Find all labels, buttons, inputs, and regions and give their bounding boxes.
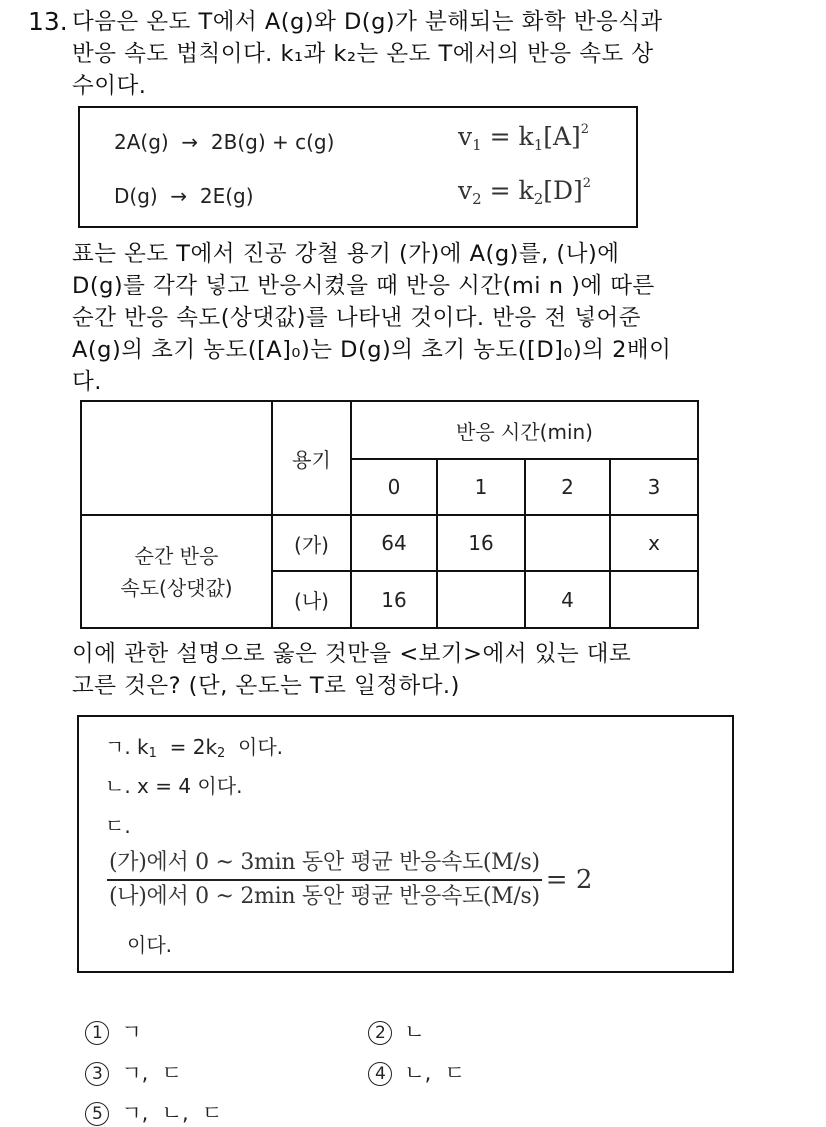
bogi-item-c-label: ㄷ. <box>105 814 131 838</box>
row-label-line: 속도(상댓값) <box>120 575 233 600</box>
table-corner-cell <box>81 401 272 515</box>
description-line: 다. <box>72 369 102 395</box>
rate-subscript: 2 <box>472 190 482 208</box>
choice-label: ㄱ, ㄷ <box>121 1061 182 1085</box>
table-description <box>72 238 671 398</box>
bogi-text: = 2k <box>156 735 218 759</box>
bogi-item-a <box>105 731 283 761</box>
equals-sign: = <box>489 122 511 151</box>
table-cell <box>610 571 698 628</box>
table-cell <box>437 571 525 628</box>
fraction-stack <box>107 848 542 912</box>
reaction-order: 2 <box>582 176 592 191</box>
rate-symbol: v <box>458 122 473 151</box>
concentration: [D] <box>543 176 583 205</box>
bogi-item-b: ㄴ. x = 4 이다. <box>105 774 243 798</box>
table-cell: 64 <box>351 515 437 571</box>
time-column-header: 1 <box>437 459 525 515</box>
choice-label: ㄱ <box>121 1020 142 1044</box>
rate-law-2 <box>458 176 591 208</box>
rate-symbol: v <box>458 176 473 205</box>
rate-law-1 <box>458 122 589 154</box>
prompt-line: 고른 것은? (단, 온도는 T로 일정하다.) <box>72 673 460 699</box>
rate-subscript: 1 <box>472 136 482 154</box>
container-label: (가) <box>272 515 351 571</box>
table-cell: x <box>610 515 698 571</box>
row-label-line: 순간 반응 <box>134 543 219 568</box>
choice-5[interactable] <box>72 1073 222 1127</box>
equals-sign: = <box>489 176 511 205</box>
concentration: [A] <box>543 122 581 151</box>
prompt-line: 이에 관한 설명으로 옳은 것만을 <보기>에서 있는 대로 <box>72 641 632 667</box>
choice-number-circle: 4 <box>368 1062 392 1086</box>
rate-ratio-fraction <box>107 848 592 912</box>
choice-number-circle: 1 <box>85 1021 109 1045</box>
description-line: A(g)의 초기 농도([A]₀)는 D(g)의 초기 농도([D]₀)의 2배이 <box>72 337 672 363</box>
bogi-text: ㄱ. k <box>105 735 149 759</box>
fraction-denominator: (나)에서 0 ~ 2min 동안 평균 반응속도(M/s) <box>109 884 540 909</box>
container-label: (나) <box>272 571 351 628</box>
table-cell <box>525 515 610 571</box>
choice-number-circle: 5 <box>85 1102 109 1126</box>
question-number: 13. <box>28 7 68 36</box>
description-line: 순간 반응 속도(상댓값)를 나타낸 것이다. 반응 전 넣어준 <box>72 305 641 331</box>
table-cell: 4 <box>525 571 610 628</box>
reaction-rate-table <box>80 400 699 629</box>
choice-number-circle: 2 <box>368 1021 392 1045</box>
bogi-box <box>77 715 734 973</box>
subscript: 1 <box>148 746 157 761</box>
intro-line: 다음은 온도 T에서 A(g)와 D(g)가 분해되는 화학 반응식과 <box>72 9 663 35</box>
choice-label: ㄱ, ㄴ, ㄷ <box>121 1101 223 1125</box>
reaction-equation-2: D(g) → 2E(g) <box>114 184 254 208</box>
bogi-text: 이다. <box>225 735 284 759</box>
table-cell: 16 <box>437 515 525 571</box>
description-line: 표는 온도 T에서 진공 강철 용기 (가)에 A(g)를, (나)에 <box>72 241 620 267</box>
rate-constant-subscript: 1 <box>533 136 544 154</box>
reaction-order: 2 <box>580 122 590 137</box>
question-intro <box>72 6 663 102</box>
choice-number-circle: 3 <box>85 1062 109 1086</box>
row-group-label <box>81 515 272 628</box>
bogi-item-c-suffix: 이다. <box>127 933 172 957</box>
time-header: 반응 시간(min) <box>351 401 698 459</box>
question-prompt <box>72 638 631 702</box>
fraction-numerator: (가)에서 0 ~ 3min 동안 평균 반응속도(M/s) <box>109 850 540 875</box>
subscript: 2 <box>217 746 226 761</box>
choice-label: ㄴ, ㄷ <box>404 1061 465 1085</box>
rate-constant: k <box>518 176 534 205</box>
time-column-header: 0 <box>351 459 437 515</box>
description-line: D(g)를 각각 넣고 반응시켰을 때 반응 시간(mi n )에 따른 <box>72 273 655 299</box>
time-column-header: 2 <box>525 459 610 515</box>
reaction-equations-box <box>78 106 638 228</box>
intro-line: 반응 속도 법칙이다. k₁과 k₂는 온도 T에서의 반응 속도 상 <box>72 41 654 67</box>
choice-4[interactable] <box>355 1033 465 1087</box>
intro-line: 수이다. <box>72 73 147 99</box>
fraction-bar <box>107 879 542 881</box>
time-column-header: 3 <box>610 459 698 515</box>
reaction-equation-1: 2A(g) → 2B(g) + c(g) <box>114 130 335 154</box>
container-header: 용기 <box>272 401 351 515</box>
fraction-rhs: = 2 <box>545 865 593 895</box>
rate-constant: k <box>518 122 534 151</box>
table-row <box>81 515 698 571</box>
rate-constant-subscript: 2 <box>533 190 544 208</box>
choice-label: ㄴ <box>404 1020 425 1044</box>
table-cell: 16 <box>351 571 437 628</box>
